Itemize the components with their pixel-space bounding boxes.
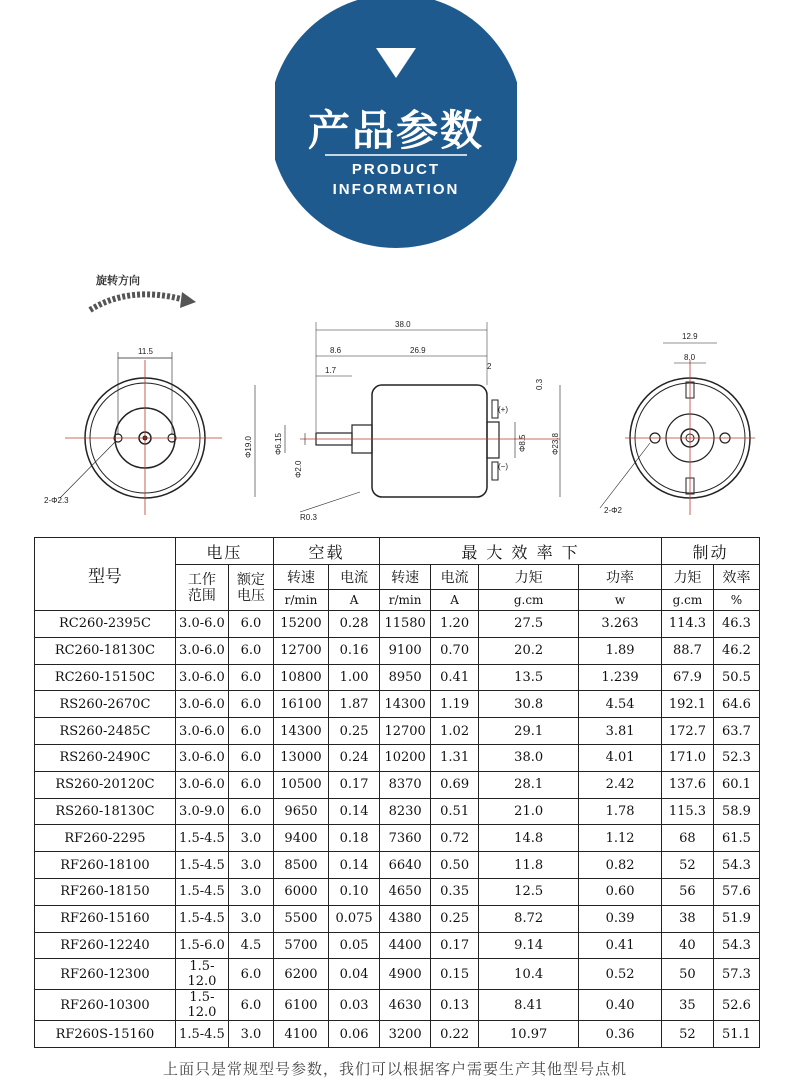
unit-cell: g.cm [479, 590, 579, 611]
value-cell: 1.89 [579, 637, 662, 664]
table-row [35, 959, 760, 990]
model-cell: RF260-18100 [35, 852, 176, 879]
value-cell: 171.0 [661, 744, 713, 771]
left-width-dim: 11.5 [138, 347, 153, 356]
header-maxeff-power: 功率 [579, 565, 662, 590]
value-cell: 5500 [273, 905, 328, 932]
table-row [35, 664, 760, 691]
value-cell: 1.5-12.0 [175, 990, 228, 1021]
value-cell: 172.7 [661, 718, 713, 745]
value-cell: 3.0 [228, 852, 273, 879]
side-view [255, 322, 560, 512]
value-cell: 60.1 [713, 771, 759, 798]
value-cell: 9400 [273, 825, 328, 852]
value-cell: 6000 [273, 878, 328, 905]
value-cell: 3.0 [228, 905, 273, 932]
value-cell: 8230 [380, 798, 431, 825]
value-cell: 0.24 [329, 744, 380, 771]
value-cell: 51.1 [713, 1021, 759, 1048]
value-cell: 20.2 [479, 637, 579, 664]
right-outer-width-dim: 12.9 [682, 332, 698, 341]
value-cell: 0.51 [431, 798, 479, 825]
value-cell: 50 [661, 959, 713, 990]
terminal-dim: 2 [487, 362, 492, 371]
rotation-label: 旋转方向 [96, 274, 140, 287]
value-cell: 54.3 [713, 852, 759, 879]
spec-table [34, 537, 760, 1048]
left-hole-dim: 2-Φ2.3 [44, 496, 69, 505]
page-subtitle-line1: PRODUCT [351, 161, 441, 178]
terminal-dia-dim: Φ8.5 [518, 434, 527, 452]
value-cell: 0.40 [579, 990, 662, 1021]
value-cell: 3.0 [228, 878, 273, 905]
table-row [35, 825, 760, 852]
value-cell: 6.0 [228, 744, 273, 771]
value-cell: 4650 [380, 878, 431, 905]
unit-cell: A [329, 590, 380, 611]
model-cell: RF260S-15160 [35, 1021, 176, 1048]
header-stall-torque: 力矩 [661, 565, 713, 590]
model-header: 型号 [35, 538, 176, 611]
value-cell: 3.263 [579, 611, 662, 638]
value-cell: 1.5-4.5 [175, 852, 228, 879]
value-cell: 1.5-4.5 [175, 1021, 228, 1048]
value-cell: 40 [661, 932, 713, 959]
overall-length-dim: 38.0 [395, 320, 411, 329]
front-view-left [60, 352, 222, 515]
value-cell: 54.3 [713, 932, 759, 959]
value-cell: 0.13 [431, 990, 479, 1021]
value-cell: 0.41 [579, 932, 662, 959]
value-cell: 9.14 [479, 932, 579, 959]
value-cell: 0.15 [431, 959, 479, 990]
table-row [35, 771, 760, 798]
value-cell: 56 [661, 878, 713, 905]
value-cell: 52 [661, 1021, 713, 1048]
value-cell: 4400 [380, 932, 431, 959]
model-cell: RF260-12240 [35, 932, 176, 959]
table-row [35, 990, 760, 1021]
value-cell: 1.5-4.5 [175, 905, 228, 932]
value-cell: 8370 [380, 771, 431, 798]
value-cell: 38 [661, 905, 713, 932]
value-cell: 3.0-6.0 [175, 744, 228, 771]
value-cell: 9650 [273, 798, 328, 825]
model-cell: RS260-2485C [35, 718, 176, 745]
model-cell: RC260-15150C [35, 664, 176, 691]
table-row [35, 905, 760, 932]
value-cell: 8950 [380, 664, 431, 691]
value-cell: 21.0 [479, 798, 579, 825]
value-cell: 64.6 [713, 691, 759, 718]
value-cell: 0.72 [431, 825, 479, 852]
value-cell: 1.5-4.5 [175, 825, 228, 852]
value-cell: 50.5 [713, 664, 759, 691]
group-voltage: 电压 [175, 538, 273, 565]
shaft-length-dim: 8.6 [330, 346, 342, 355]
value-cell: 27.5 [479, 611, 579, 638]
value-cell: 14.8 [479, 825, 579, 852]
value-cell: 63.7 [713, 718, 759, 745]
value-cell: 4100 [273, 1021, 328, 1048]
value-cell: 1.87 [329, 691, 380, 718]
model-cell: RF260-18150 [35, 878, 176, 905]
value-cell: 6640 [380, 852, 431, 879]
value-cell: 4.01 [579, 744, 662, 771]
table-row [35, 744, 760, 771]
value-cell: 0.075 [329, 905, 380, 932]
value-cell: 0.03 [329, 990, 380, 1021]
unit-cell: g.cm [661, 590, 713, 611]
group-max-efficiency: 最 大 效 率 下 [380, 538, 662, 565]
value-cell: 29.1 [479, 718, 579, 745]
value-cell: 3.0 [228, 1021, 273, 1048]
value-cell: 6.0 [228, 798, 273, 825]
table-row [35, 637, 760, 664]
value-cell: 6.0 [228, 718, 273, 745]
header-noload-speed: 转速 [273, 565, 328, 590]
unit-cell: r/min [273, 590, 328, 611]
value-cell: 3.0-6.0 [175, 771, 228, 798]
table-row [35, 611, 760, 638]
technical-drawing [0, 260, 790, 535]
value-cell: 0.22 [431, 1021, 479, 1048]
value-cell: 0.18 [329, 825, 380, 852]
value-cell: 0.39 [579, 905, 662, 932]
header-rated-voltage: 额定电压 [228, 565, 273, 611]
value-cell: 1.239 [579, 664, 662, 691]
value-cell: 10800 [273, 664, 328, 691]
value-cell: 6.0 [228, 771, 273, 798]
value-cell: 3.0-9.0 [175, 798, 228, 825]
value-cell: 13000 [273, 744, 328, 771]
value-cell: 10500 [273, 771, 328, 798]
value-cell: 61.5 [713, 825, 759, 852]
model-cell: RC260-2395C [35, 611, 176, 638]
table-row [35, 1021, 760, 1048]
value-cell: 0.25 [329, 718, 380, 745]
value-cell: 46.2 [713, 637, 759, 664]
value-cell: 4900 [380, 959, 431, 990]
value-cell: 192.1 [661, 691, 713, 718]
value-cell: 1.00 [329, 664, 380, 691]
value-cell: 3.0-6.0 [175, 611, 228, 638]
value-cell: 6.0 [228, 990, 273, 1021]
value-cell: 6.0 [228, 959, 273, 990]
value-cell: 1.78 [579, 798, 662, 825]
value-cell: 8.41 [479, 990, 579, 1021]
boss-dia-dim: Φ6.15 [274, 433, 283, 455]
unit-cell: A [431, 590, 479, 611]
model-cell: RS260-2670C [35, 691, 176, 718]
model-cell: RF260-10300 [35, 990, 176, 1021]
value-cell: 0.14 [329, 852, 380, 879]
page-title: 产品参数 [307, 106, 484, 155]
value-cell: 10.4 [479, 959, 579, 990]
value-cell: 0.70 [431, 637, 479, 664]
value-cell: 6.0 [228, 637, 273, 664]
value-cell: 10200 [380, 744, 431, 771]
model-cell: RF260-2295 [35, 825, 176, 852]
table-row [35, 852, 760, 879]
value-cell: 6.0 [228, 664, 273, 691]
value-cell: 0.60 [579, 878, 662, 905]
header-maxeff-speed: 转速 [380, 565, 431, 590]
rotation-arrow-icon [90, 294, 185, 310]
minus-terminal-label: (−) [498, 462, 508, 471]
value-cell: 8500 [273, 852, 328, 879]
value-cell: 11.8 [479, 852, 579, 879]
model-cell: RF260-15160 [35, 905, 176, 932]
table-row [35, 878, 760, 905]
plus-terminal-label: (+) [498, 405, 508, 414]
header-maxeff-current: 电流 [431, 565, 479, 590]
table-row [35, 932, 760, 959]
value-cell: 30.8 [479, 691, 579, 718]
value-cell: 0.69 [431, 771, 479, 798]
value-cell: 13.5 [479, 664, 579, 691]
value-cell: 0.14 [329, 798, 380, 825]
value-cell: 46.3 [713, 611, 759, 638]
value-cell: 0.28 [329, 611, 380, 638]
value-cell: 51.9 [713, 905, 759, 932]
model-cell: RS260-2490C [35, 744, 176, 771]
value-cell: 68 [661, 825, 713, 852]
value-cell: 1.02 [431, 718, 479, 745]
motor-drawing [0, 260, 790, 535]
table-row [35, 798, 760, 825]
value-cell: 11580 [380, 611, 431, 638]
model-cell: RF260-12300 [35, 959, 176, 990]
value-cell: 1.12 [579, 825, 662, 852]
unit-cell: w [579, 590, 662, 611]
page-subtitle-line2: INFORMATION [332, 181, 460, 198]
value-cell: 3.0-6.0 [175, 664, 228, 691]
model-cell: RC260-18130C [35, 637, 176, 664]
value-cell: 6200 [273, 959, 328, 990]
value-cell: 1.5-12.0 [175, 959, 228, 990]
value-cell: 5700 [273, 932, 328, 959]
value-cell: 3.0-6.0 [175, 637, 228, 664]
right-hole-dim: 2-Φ2 [604, 506, 622, 515]
value-cell: 0.04 [329, 959, 380, 990]
body-length-dim: 26.9 [410, 346, 426, 355]
body-dia-dim: Φ23.8 [551, 433, 560, 455]
value-cell: 1.31 [431, 744, 479, 771]
value-cell: 58.9 [713, 798, 759, 825]
value-cell: 1.19 [431, 691, 479, 718]
value-cell: 1.5-6.0 [175, 932, 228, 959]
unit-cell: r/min [380, 590, 431, 611]
right-inner-width-dim: 8.0 [684, 353, 696, 362]
value-cell: 9100 [380, 637, 431, 664]
value-cell: 3.0-6.0 [175, 718, 228, 745]
value-cell: 57.3 [713, 959, 759, 990]
value-cell: 2.42 [579, 771, 662, 798]
group-no-load: 空载 [273, 538, 379, 565]
value-cell: 15200 [273, 611, 328, 638]
model-cell: RS260-20120C [35, 771, 176, 798]
value-cell: 3.0 [228, 825, 273, 852]
rear-view-right [600, 343, 755, 515]
value-cell: 6.0 [228, 691, 273, 718]
value-cell: 1.5-4.5 [175, 878, 228, 905]
value-cell: 8.72 [479, 905, 579, 932]
value-cell: 35 [661, 990, 713, 1021]
value-cell: 7360 [380, 825, 431, 852]
value-cell: 57.6 [713, 878, 759, 905]
value-cell: 67.9 [661, 664, 713, 691]
value-cell: 0.82 [579, 852, 662, 879]
value-cell: 4.54 [579, 691, 662, 718]
terminal-offset-dim: 0.3 [535, 378, 544, 390]
value-cell: 0.36 [579, 1021, 662, 1048]
footer-note: 上面只是常规型号参数，我们可以根据客户需要生产其他型号点机 [162, 1060, 627, 1078]
value-cell: 3.81 [579, 718, 662, 745]
value-cell: 88.7 [661, 637, 713, 664]
value-cell: 52.6 [713, 990, 759, 1021]
value-cell: 12.5 [479, 878, 579, 905]
value-cell: 4630 [380, 990, 431, 1021]
value-cell: 0.05 [329, 932, 380, 959]
value-cell: 14300 [380, 691, 431, 718]
value-cell: 0.17 [329, 771, 380, 798]
model-cell: RS260-18130C [35, 798, 176, 825]
height-left-dim: Φ19.0 [244, 436, 253, 458]
value-cell: 12700 [273, 637, 328, 664]
header-maxeff-torque: 力矩 [479, 565, 579, 590]
header-working-range: 工作范围 [175, 565, 228, 611]
table-row [35, 691, 760, 718]
header-badge [275, 0, 517, 250]
value-cell: 114.3 [661, 611, 713, 638]
group-stall: 制动 [661, 538, 759, 565]
header-noload-current: 电流 [329, 565, 380, 590]
value-cell: 3.0-6.0 [175, 691, 228, 718]
spec-table-body [35, 611, 760, 1048]
value-cell: 4380 [380, 905, 431, 932]
value-cell: 16100 [273, 691, 328, 718]
value-cell: 0.50 [431, 852, 479, 879]
value-cell: 0.06 [329, 1021, 380, 1048]
unit-cell: % [713, 590, 759, 611]
value-cell: 0.16 [329, 637, 380, 664]
value-cell: 0.52 [579, 959, 662, 990]
boss-length-dim: 1.7 [325, 366, 337, 375]
value-cell: 28.1 [479, 771, 579, 798]
value-cell: 0.10 [329, 878, 380, 905]
header-stall-efficiency: 效率 [713, 565, 759, 590]
value-cell: 0.41 [431, 664, 479, 691]
value-cell: 115.3 [661, 798, 713, 825]
table-row [35, 718, 760, 745]
value-cell: 137.6 [661, 771, 713, 798]
value-cell: 6100 [273, 990, 328, 1021]
value-cell: 10.97 [479, 1021, 579, 1048]
value-cell: 38.0 [479, 744, 579, 771]
value-cell: 4.5 [228, 932, 273, 959]
value-cell: 12700 [380, 718, 431, 745]
value-cell: 3200 [380, 1021, 431, 1048]
value-cell: 6.0 [228, 611, 273, 638]
value-cell: 0.17 [431, 932, 479, 959]
value-cell: 52.3 [713, 744, 759, 771]
value-cell: 1.20 [431, 611, 479, 638]
value-cell: 0.25 [431, 905, 479, 932]
radius-dim: R0.3 [300, 513, 317, 522]
value-cell: 52 [661, 852, 713, 879]
value-cell: 0.35 [431, 878, 479, 905]
shaft-dia-dim: Φ2.0 [294, 460, 303, 478]
value-cell: 14300 [273, 718, 328, 745]
